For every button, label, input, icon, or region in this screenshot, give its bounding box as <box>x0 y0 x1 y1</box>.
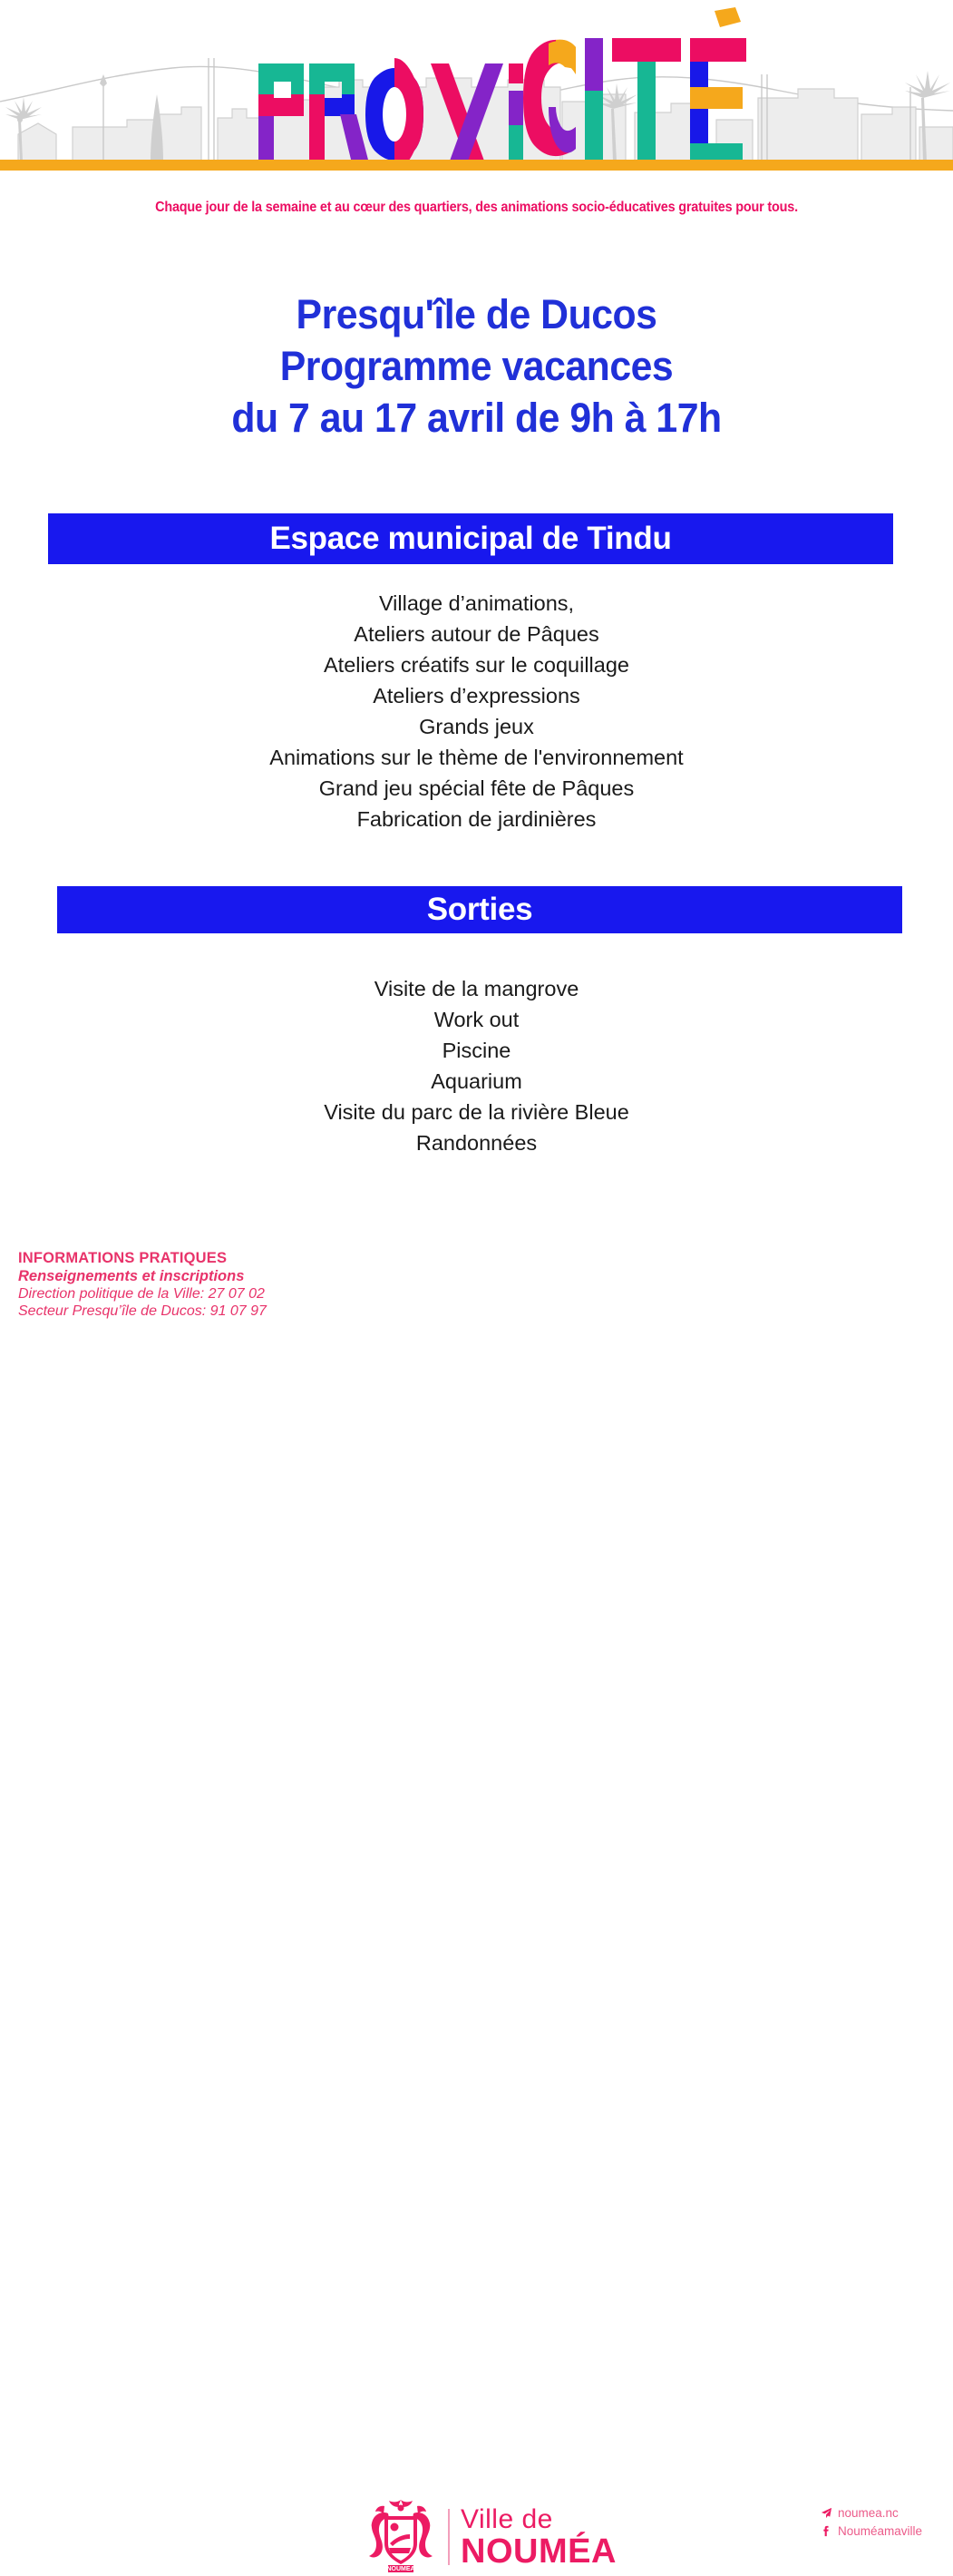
ville-wordmark <box>461 2503 617 2571</box>
list-item: Visite de la mangrove <box>374 977 579 1000</box>
website-label: noumea.nc <box>838 2505 899 2520</box>
list-item: Grand jeu spécial fête de Pâques <box>318 776 635 800</box>
facebook-icon <box>821 2524 832 2537</box>
social-link-facebook[interactable] <box>821 2522 922 2540</box>
logo-letter-P <box>258 63 304 163</box>
orange-accent-bar <box>0 160 953 171</box>
practical-info-block <box>18 1250 267 1320</box>
logo-letter-X <box>431 63 503 163</box>
tagline: Chaque jour de la semaine et au cœur des quartiers, des animations socio-éducatives gratuites pour tous. <box>155 200 798 215</box>
title-line-2: Programme vacances <box>279 343 674 389</box>
title-line-3: du 7 au 17 avril de 9h à 17h <box>231 395 722 441</box>
crest-motto: NOUMEA <box>386 2566 415 2572</box>
list-item: Ateliers d’expressions <box>373 684 580 707</box>
list-item: Ateliers autour de Pâques <box>354 622 599 646</box>
info-phone-secteur: Secteur Presqu’île de Ducos: 91 07 97 <box>18 1303 267 1319</box>
logo-letter-O <box>365 58 423 171</box>
title-line-1: Presqu'île de Ducos <box>296 291 657 337</box>
logo-divider <box>448 2509 450 2565</box>
info-subheading: Renseignements et inscriptions <box>18 1268 245 1284</box>
logo-letter-T <box>612 38 681 163</box>
logo-letter-I <box>585 38 603 163</box>
activity-list-tindu <box>0 588 953 834</box>
section-banner-sorties: Sorties <box>57 886 902 933</box>
list-item: Fabrication de jardinières <box>356 807 597 831</box>
social-link-website[interactable] <box>821 2503 922 2522</box>
logo-accent-aigu <box>715 7 741 27</box>
poster-header <box>0 0 953 178</box>
info-heading: INFORMATIONS PRATIQUES <box>18 1250 228 1266</box>
section-banner-tindu: Espace municipal de Tindu <box>48 513 893 564</box>
logo-letter-i-1 <box>509 63 523 163</box>
list-item: Aquarium <box>431 1069 522 1093</box>
social-links <box>821 2503 922 2540</box>
logo-letter-C <box>523 40 576 156</box>
facebook-label: Nouméamaville <box>838 2523 923 2538</box>
noumea-crest-icon <box>365 2498 437 2576</box>
ville-line-1: Ville de <box>461 2503 553 2534</box>
list-item: Randonnées <box>415 1131 538 1155</box>
ville-de-noumea-logo <box>365 2498 617 2576</box>
page-title <box>24 288 929 444</box>
list-item: Grands jeux <box>419 715 534 738</box>
activity-list-sorties <box>0 973 953 1158</box>
proxicite-logo <box>257 7 746 169</box>
list-item: Piscine <box>442 1039 511 1062</box>
logo-letter-R <box>309 63 369 163</box>
list-item: Work out <box>433 1008 520 1031</box>
list-item: Animations sur le thème de l'environnement <box>269 746 684 769</box>
list-item: Visite du parc de la rivière Bleue <box>324 1100 629 1124</box>
info-phone-direction: Direction politique de la Ville: 27 07 02 <box>18 1286 265 1302</box>
list-item: Ateliers créatifs sur le coquillage <box>324 653 629 677</box>
ville-line-2: NOUMÉA <box>461 2532 617 2571</box>
logo-letter-E <box>690 38 746 163</box>
poster-footer <box>0 1243 953 2572</box>
list-item: Village d’animations, <box>378 591 575 615</box>
paper-plane-icon <box>821 2506 832 2519</box>
